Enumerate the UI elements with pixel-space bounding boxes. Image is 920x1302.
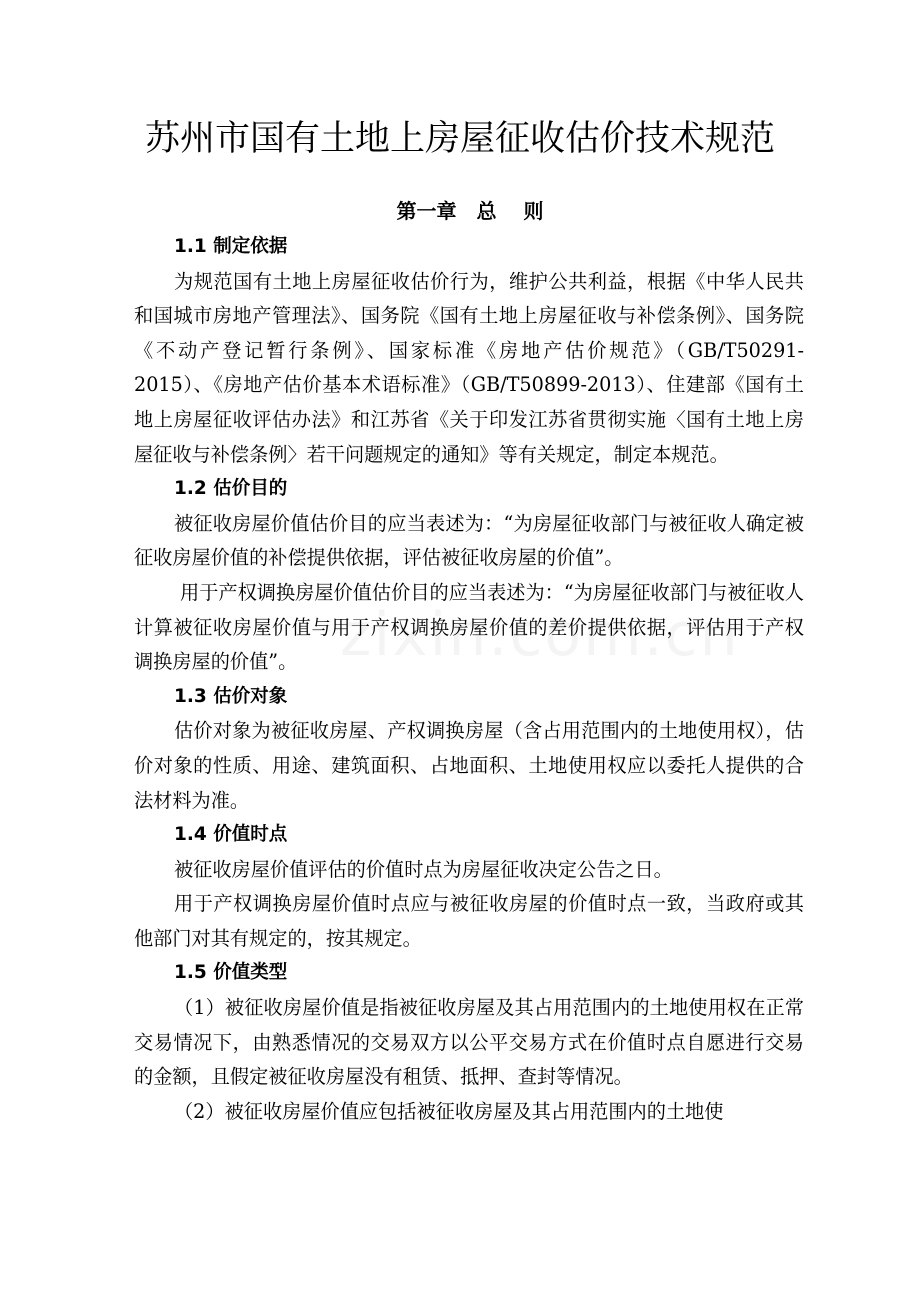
section-1-2 bbox=[134, 472, 804, 680]
section-heading: 1.4 价值时点 bbox=[174, 824, 288, 846]
paragraph: 为规范国有土地上房屋征收估价行为，维护公共利益，根据《中华人民共和国城市房地产管理法》、国务院《国有土地上房屋征收与补偿条例》、国务院《不动产登记暂行条例》、国家标准《房地产估价规范》（GB/T50291-2015）、《房地产估价基本术语标准》（GB/T50899-2013）、住建部《国有土地上房屋征收评估办法》和江苏省《关于印发江苏省贯彻实施〈国有土地上房屋征收与补偿条例〉若干问题规定的通知》等有关规定，制定本规范。 bbox=[134, 269, 804, 466]
section-1-3 bbox=[134, 680, 804, 818]
section-heading: 1.1 制定依据 bbox=[174, 236, 288, 257]
paragraph: 估价对象为被征收房屋、产权调换房屋（含占用范围内的土地使用权），估价对象的性质、用途、建筑面积、占地面积、土地使用权应以委托人提供的合法材料为准。 bbox=[134, 719, 804, 812]
document-body bbox=[134, 230, 804, 1129]
section-heading: 1.3 估价对象 bbox=[174, 685, 288, 707]
paragraph: （1）被征收房屋价值是指被征收房屋及其占用范围内的土地使用权在正常交易情况下，由熟悉情况的交易双方以公平交易方式在价值时点自愿进行交易的金额，且假定被征收房屋没有租赁、抵押、查封等情况。 bbox=[134, 996, 804, 1089]
section-1-5 bbox=[134, 956, 804, 1129]
paragraph: 被征收房屋价值估价目的应当表述为：“为房屋征收部门与被征收人确定被征收房屋价值的补偿提供依据，评估被征收房屋的价值”。 bbox=[134, 511, 804, 570]
paragraph: 被征收房屋价值评估的价值时点为房屋征收决定公告之日。 bbox=[174, 857, 673, 881]
paragraph: 用于产权调换房屋价值估价目的应当表述为：“为房屋征收部门与被征收人计算被征收房屋价值与用于产权调换房屋价值的差价提供依据，评估用于产权调换房屋的价值”。 bbox=[134, 580, 804, 674]
section-1-4 bbox=[134, 818, 804, 956]
section-1-1 bbox=[134, 230, 804, 472]
paragraph: 用于产权调换房屋价值时点应与被征收房屋的价值时点一致，当政府或其他部门对其有规定的，按其规定。 bbox=[134, 892, 804, 950]
paragraph: （2）被征收房屋价值应包括被征收房屋及其占用范围内的土地使 bbox=[174, 1099, 724, 1123]
section-heading: 1.2 估价目的 bbox=[174, 478, 288, 500]
section-heading: 1.5 价值类型 bbox=[174, 962, 288, 984]
document-title: 苏州市国有土地上房屋征收估价技术规范 bbox=[144, 119, 775, 159]
chapter-heading: 第一章 总 则 bbox=[396, 199, 544, 223]
